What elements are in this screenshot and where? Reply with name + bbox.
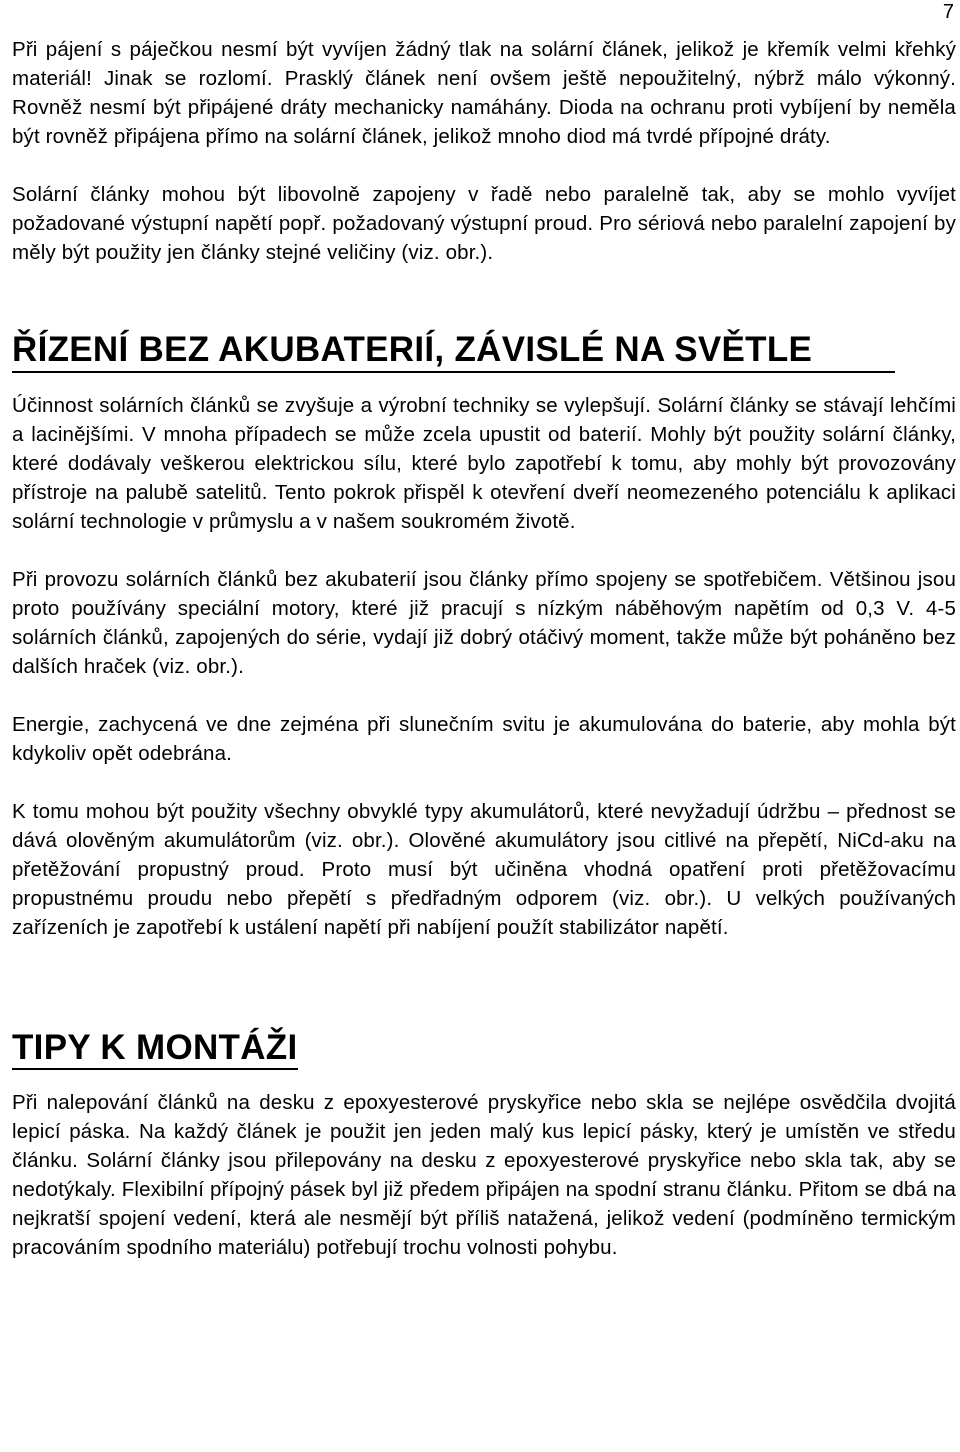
section1-paragraph-4: K tomu mohou být použity všechny obvyklé typy akumulátorů, které nevyžadují údržbu – přednost se dává olověným akumulátorům (viz. obr.). Olověné akumulátory jsou citlivé na přepětí, NiCd-aku na přetěžování propustný proud. Proto musí být učiněna vhodná opatření proti přetěžovacímu propustnému proudu nebo přepětí s předřadným odporem (viz. obr.). U velkých používaných zařízeních je zapotřebí k ustálení napětí při nabíjení použít stabilizátor napětí. <box>12 800 956 939</box>
section1-paragraph-2: Při provozu solárních článků bez akubaterií jsou články přímo spojeny se spotřebičem. Většinou jsou proto používány speciální motory, které již pracují s nízkým náběhovým napětím od 0,3 V. 4-5 solárních článků, zapojených do série, vydají již dobrý otáčivý moment, takže může být poháněno bez dalších hraček (viz. obr.). <box>12 568 956 678</box>
section1-paragraph-3: Energie, zachycená ve dne zejména při slunečním svitu je akumulována do baterie, aby mohla být kdykoliv opět odebrána. <box>12 713 956 765</box>
intro-paragraph-1: Při pájení s páječkou nesmí být vyvíjen žádný tlak na solární článek, jelikož je křemík velmi křehký materiál! Jinak se rozlomí. Prasklý článek není ovšem ještě nepoužitelný, nýbrž málo výkonný. Rovněž nesmí být připájené dráty mechanicky namáhány. Dioda na ochranu proti vybíjení by neměla být rovněž připájena přímo na solární článek, jelikož mnoho diod má tvrdé přípojné dráty. <box>12 38 956 148</box>
section1-heading-underline <box>12 329 895 373</box>
section2-paragraph-1: Při nalepování článků na desku z epoxyesterové pryskyřice nebo skla se nejlépe osvědčila dvojitá lepicí páska. Na každý článek je použit jen jeden malý kus lepicí pásky, který je umístěn ve středu článku. Solární články jsou přilepovány na desku z epoxyesterové pryskyřice nebo skla tak, aby se nedotýkaly. Flexibilní přípojný pásek byl již předem připájen na spodní stranu článku. Přitom se dbá na nejkratší spojení vedení, která ale nesmějí být příliš natažená, jelikož vedení (podmíněno termickým pracováním spodního materiálu) potřebují trochu volnosti pohybu. <box>12 1091 956 1259</box>
page-content <box>12 35 956 1262</box>
section1-heading: ŘÍZENÍ BEZ AKUBATERIÍ, ZÁVISLÉ NA SVĚTLE <box>12 330 813 369</box>
page-number: 7 <box>942 1 954 23</box>
section2-heading: TIPY K MONTÁŽI <box>12 1028 298 1070</box>
section1-paragraph-1: Účinnost solárních článků se zvyšuje a výrobní techniky se vylepšují. Solární články se stávají lehčími a lacinějšími. V mnoha případech se může zcela upustit od baterií. Mohly být použity solární články, které dodávaly veškerou elektrickou sílu, které bylo zapotřebí k tomu, aby mohly být provozovány přístroje na palubě satelitů. Tento pokrok přispěl k otevření dveří neomezeného potenciálu k aplikaci solární technologie v průmyslu a v našem soukromém životě. <box>12 394 956 533</box>
section2-heading-wrap <box>12 1028 956 1070</box>
intro-paragraph-2: Solární články mohou být libovolně zapojeny v řadě nebo paralelně tak, aby se mohlo vyvíjet požadované výstupní napětí popř. požadovaný výstupní proud. Pro sériová nebo paralelní zapojení by měly být použity jen články stejné veličiny (viz. obr.). <box>12 183 956 264</box>
